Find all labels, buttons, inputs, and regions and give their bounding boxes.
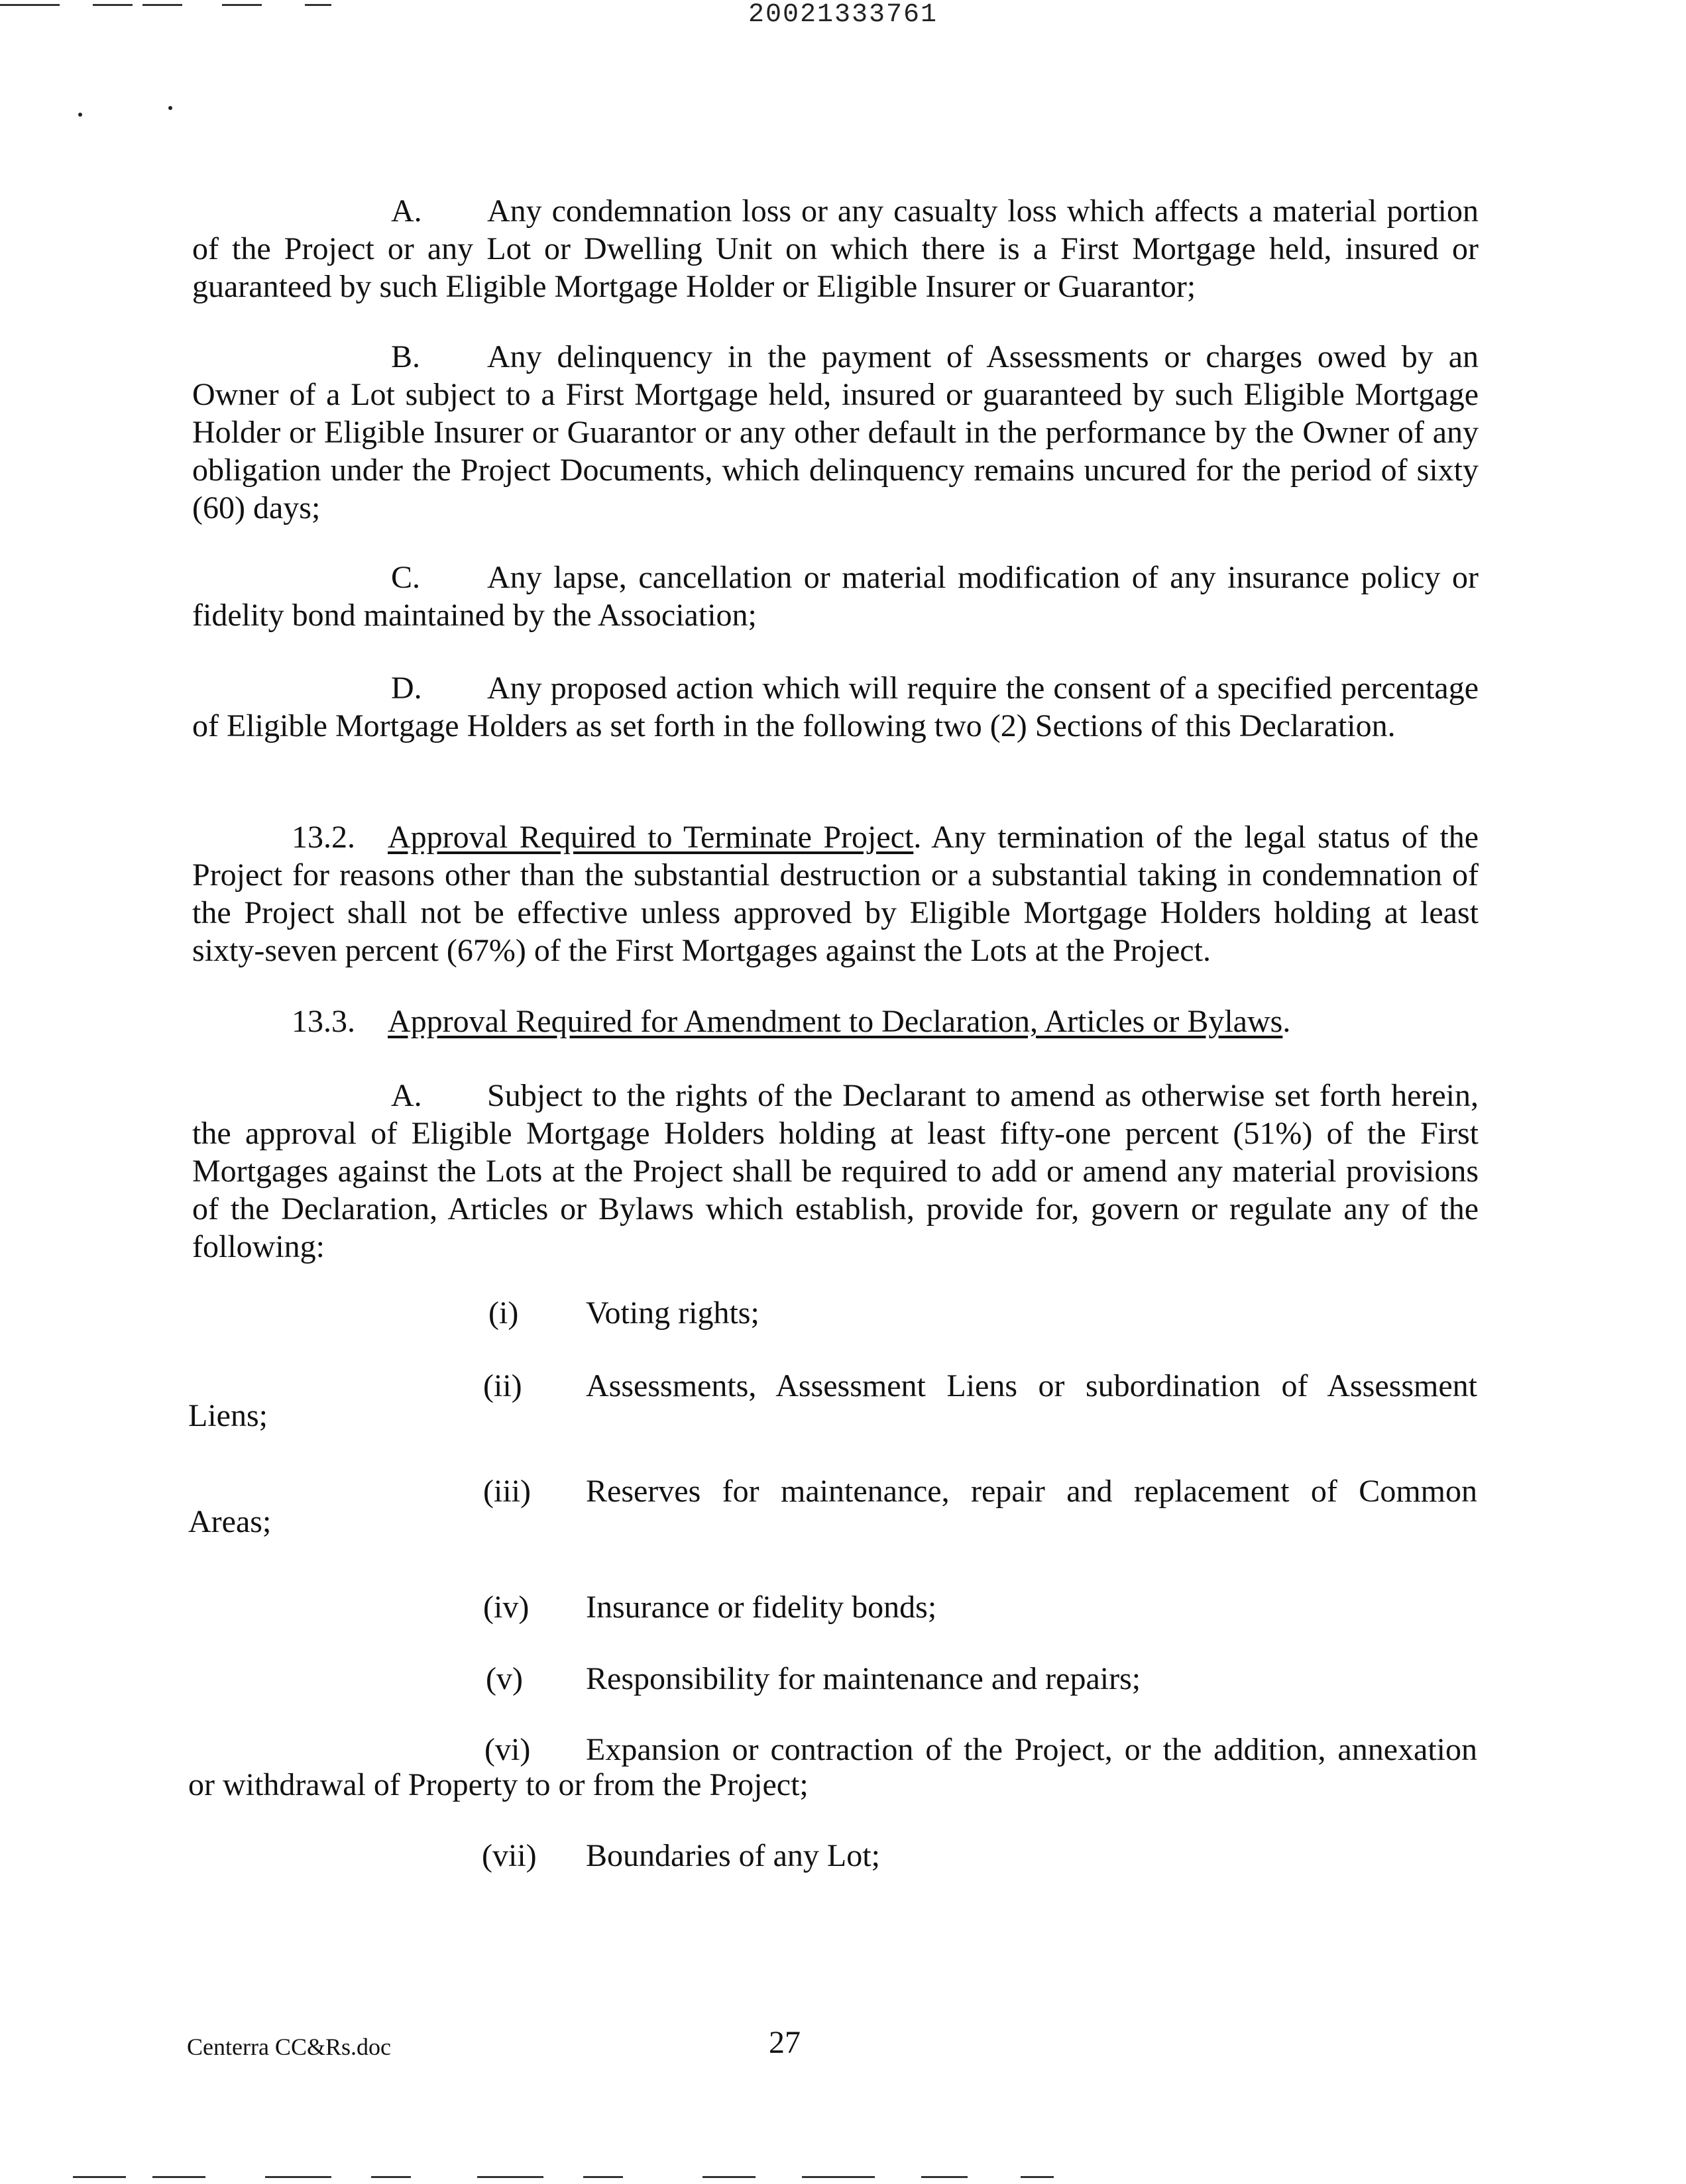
scan-artifact-bottom	[1021, 2176, 1054, 2178]
heading-period: .	[1282, 1004, 1291, 1039]
paragraph-text: Any condemnation loss or any casualty loss which affects a material portion of the Project or any Lot or Dwelling Unit on which there is a First Mortgage held, insured or guaranteed by such Eligible Mortgage Holder or Eligible Insurer or Guarantor;	[192, 193, 1479, 304]
list-text: Insurance or fidelity bonds;	[586, 1590, 937, 1625]
item-label: C.	[391, 560, 421, 595]
list-text: Assessments, Assessment Liens or subordination of Assessment	[586, 1368, 1477, 1403]
list-number: (iii)	[483, 1474, 531, 1509]
list-text: Voting rights;	[586, 1295, 759, 1331]
page-number: 27	[769, 2025, 801, 2060]
section-13-2	[192, 818, 1479, 969]
list-number: (vii)	[482, 1838, 537, 1873]
scan-artifact-bottom	[702, 2176, 756, 2178]
paragraph-c	[192, 559, 1479, 634]
list-text: Responsibility for maintenance and repairs;	[586, 1661, 1141, 1696]
list-number: (i)	[488, 1295, 519, 1331]
item-label: D.	[391, 671, 422, 706]
scan-artifact-bottom	[477, 2176, 543, 2178]
item-label: A.	[391, 1078, 422, 1113]
paragraph-a	[192, 192, 1479, 305]
scan-artifact-bottom	[583, 2176, 623, 2178]
paragraph-text: Subject to the rights of the Declarant to amend as otherwise set forth herein, the approval of Eligible Mortgage Holders holding at least fifty-one percent (51%) of the First Mortgages against the Lots at the Project shall be required to add or amend any material provisions of the Declaration, Articles or Bylaws which establish, provide for, govern or regulate any of the following:	[192, 1078, 1479, 1264]
paragraph-text: . Any termination of the legal status of the Project for reasons other than the substantial destruction or a substantial taking in condemnation of the Project shall not be effective unless approved by Eligible Mortgage Holders holding at least sixty-seven percent (67%) of the First Mortgages against the Lots at the Project.	[192, 820, 1479, 968]
scan-artifact-bottom	[152, 2176, 205, 2178]
section-number: 13.3.	[292, 1004, 355, 1039]
section-number: 13.2.	[292, 820, 355, 855]
list-wrap-text: Areas;	[188, 1504, 272, 1539]
scan-artifact-bottom	[802, 2176, 875, 2178]
paragraph-d	[192, 669, 1479, 745]
paragraph-text: Any delinquency in the payment of Assessments or charges owed by an Owner of a Lot subject to a First Mortgage held, insured or guaranteed by such Eligible Mortgage Holder or Eligible Insurer or Guarantor or any other default in the performance by the Owner of any obligation under the Project Documents, which delinquency remains uncured for the period of sixty (60) days;	[192, 339, 1479, 525]
paragraph-b	[192, 338, 1479, 527]
section-heading: Approval Required for Amendment to Declaration, Articles or Bylaws	[388, 1004, 1283, 1039]
list-wrap-text: or withdrawal of Property to or from the Project;	[188, 1767, 809, 1802]
document-number: 20021333761	[748, 0, 938, 30]
list-text: Expansion or contraction of the Project, or the addition, annexation	[586, 1732, 1477, 1767]
list-text: Reserves for maintenance, repair and replacement of Common	[586, 1474, 1477, 1509]
scan-artifact-bottom	[73, 2176, 126, 2178]
scan-dot	[168, 106, 172, 110]
list-wrap-text: Liens;	[188, 1398, 268, 1433]
item-label: A.	[391, 193, 422, 229]
section-heading: Approval Required to Terminate Project	[388, 820, 914, 855]
footer-filename: Centerra CC&Rs.doc	[187, 2034, 391, 2060]
paragraph-13-3-a	[192, 1077, 1479, 1266]
section-13-3	[192, 1003, 1479, 1040]
list-number: (v)	[486, 1661, 523, 1696]
scan-artifact-bottom	[921, 2176, 968, 2178]
list-number: (vi)	[484, 1732, 531, 1767]
item-label: B.	[391, 339, 421, 374]
list-number: (ii)	[483, 1368, 522, 1403]
paragraph-text: Any lapse, cancellation or material modification of any insurance policy or fidelity bond maintained by the Association;	[192, 560, 1479, 633]
scan-artifact-bottom	[265, 2176, 331, 2178]
paragraph-text: Any proposed action which will require the consent of a specified percentage of Eligible Mortgage Holders as set forth in the following two (2) Sections of this Declaration.	[192, 671, 1479, 743]
list-text: Boundaries of any Lot;	[586, 1838, 880, 1873]
scan-artifact-bottom	[371, 2176, 411, 2178]
scan-dot	[78, 113, 82, 117]
list-number: (iv)	[483, 1590, 530, 1625]
